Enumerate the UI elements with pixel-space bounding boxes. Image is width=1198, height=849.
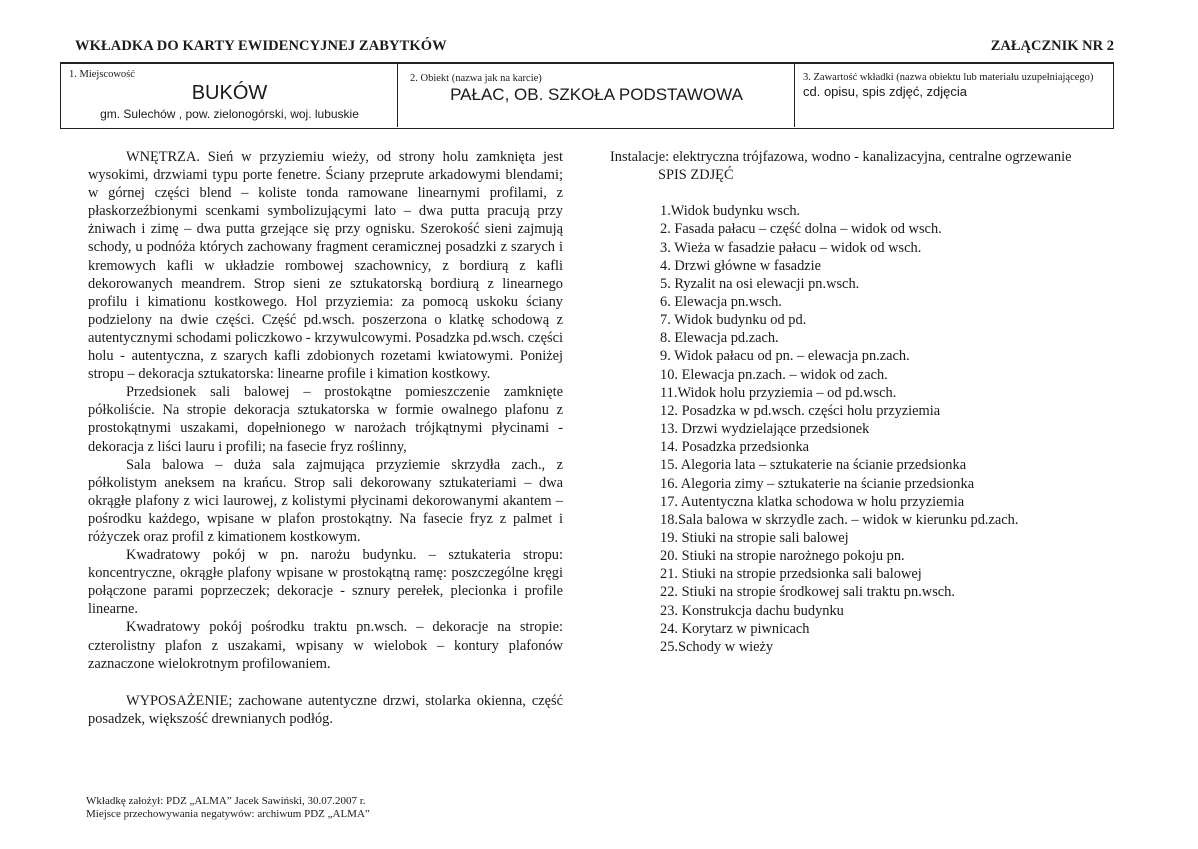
photo-list-item: 18.Sala balowa w skrzydle zach. – widok w kierunku pd.zach. [660, 511, 1019, 528]
miejscowosc-value: BUKÓW [191, 82, 268, 104]
annex-number: ZAŁĄCZNIK NR 2 [990, 38, 1114, 54]
photo-list-column [610, 148, 1110, 656]
photo-list-item: 11.Widok holu przyziemia – od pd.wsch. [660, 384, 897, 401]
installations-text: Instalacje: elektryczna trójfazowa, wodno - kanalizacyjna, centralne ogrzewanie [610, 149, 1072, 165]
photo-list [660, 202, 1110, 656]
photo-list-item: 25.Schody w wieży [660, 638, 774, 655]
photo-list-item: 22. Stiuki na stropie środkowej sali traktu pn.wsch. [660, 584, 955, 601]
field-miejscowosc [61, 63, 398, 127]
photo-list-item: 8. Elewacja pd.zach. [660, 330, 779, 347]
field-obiekt [398, 63, 795, 127]
photo-list-item: 15. Alegoria lata – sztukaterie na ścianie przedsionka [660, 457, 967, 474]
photo-list-item: 20. Stiuki na stropie narożnego pokoju pn. [660, 548, 905, 565]
photo-list-item: 21. Stiuki na stropie przedsionka sali balowej [660, 566, 922, 583]
photo-list-item: 13. Drzwi wydzielające przedsionek [660, 421, 870, 438]
miejscowosc-sub: gm. Sulechów , pow. zielonogórski, woj. lubuskie [100, 107, 359, 121]
fields-table [60, 63, 1114, 129]
photo-list-item: 10. Elewacja pn.zach. – widok od zach. [660, 366, 888, 383]
photo-list-item: 4. Drzwi główne w fasadzie [660, 257, 822, 274]
miejscowosc-label: 1. Miejscowość [69, 69, 135, 80]
photo-list-item: 23. Konstrukcja dachu budynku [660, 602, 844, 619]
photo-list-item: 17. Autentyczna klatka schodowa w holu przyziemia [660, 493, 965, 510]
obiekt-value: PAŁAC, OB. SZKOŁA PODSTAWOWA [450, 85, 743, 104]
photo-list-item: 7. Widok budynku od pd. [660, 312, 807, 329]
photo-list-item: 1.Widok budynku wsch. [660, 203, 801, 220]
photo-list-item: 19. Stiuki na stropie sali balowej [660, 530, 849, 546]
paragraph-wyposazenie: WYPOSAŻENIE; zachowane autentyczne drzwi, stolarka okienna, część posadzek, większość drewnianych podłóg. [88, 692, 563, 727]
photo-list-item: 5. Ryzalit na osi elewacji pn.wsch. [660, 275, 860, 292]
paragraph-pokoj-srodkowy: Kwadratowy pokój pośrodku traktu pn.wsch. – dekoracje na stropie: czterolistny plafon z uszakami, wpisany w wielobok – kontury plafonów zaznaczone wielokrotnym profilowaniem. [88, 619, 563, 672]
footer-note [86, 795, 370, 821]
footer-author: Wkładkę założył: PDZ „ALMA” Jacek Sawiński, 30.07.2007 r. [86, 795, 366, 807]
footer-archive: Miejsce przechowywania negatywów: archiwum PDZ „ALMA” [86, 808, 370, 820]
obiekt-label: 2. Obiekt (nazwa jak na karcie) [410, 73, 542, 84]
document-title: WKŁADKA DO KARTY EWIDENCYJNEJ ZABYTKÓW [75, 38, 447, 54]
photo-list-item: 6. Elewacja pn.wsch. [660, 293, 782, 310]
photo-list-item: 3. Wieża w fasadzie pałacu – widok od wsch. [660, 239, 922, 256]
zawartosc-value: cd. opisu, spis zdjęć, zdjęcia [803, 84, 968, 99]
photo-list-item: 16. Alegoria zimy – sztukaterie na ścianie przedsionka [660, 475, 975, 492]
paragraph-przedsionek: Przedsionek sali balowej – prostokątne pomieszczenie zamknięte półkoliście. Na stropie dekoracja sztukatorska w formie owalnego plafonu z prostokątnymi uszakami, dopełnionego w narożach trójkątnymi płycinami - dekoracja z liści lauru i profili; na fasecie fryz roślinny, [88, 384, 563, 455]
description-column [88, 148, 563, 728]
field-zawartosc [795, 63, 1113, 127]
photo-list-item: 12. Posadzka w pd.wsch. części holu przyziemia [660, 402, 941, 419]
photo-list-title: SPIS ZDJĘĆ [658, 167, 734, 184]
photo-list-item: 2. Fasada pałacu – część dolna – widok od wsch. [660, 221, 942, 238]
photo-list-item: 24. Korytarz w piwnicach [660, 620, 810, 637]
photo-list-item: 14. Posadzka przedsionka [660, 439, 810, 456]
paragraph-pokoj-narozny: Kwadratowy pokój w pn. narożu budynku. – sztukateria stropu: koncentryczne, okrągłe plafony wpisane w prostokątną ramę: poszczególne kręgi połączone parami poprzeczek; dekoracje - sznury perełek, plecionka i profile linearne. [88, 547, 563, 618]
photo-list-item: 9. Widok pałacu od pn. – elewacja pn.zach. [660, 348, 910, 365]
paragraph-sala-balowa: Sala balowa – duża sala zajmująca przyziemie skrzydła zach., z półkolistym aneksem na krańcu. Strop sali dekorowany sztukateriami – dwa okrągłe plafony z wici laurowej, z kolistymi płycinami dekorowanymi akantem – pośrodku każdego, wpisane w plafon prostokątny. Na fasecie fryz z palmet i różyczek oraz profil z kimationem kostkowym. [88, 456, 563, 545]
paragraph-wnetrza: WNĘTRZA. Sień w przyziemiu wieży, od strony holu zamknięta jest wysokimi, drzwiami typu porte fenetre. Ściany przeprute arkadowymi blendami; w górnej części blend – koliste tonda ramowane linearnymi profilami, z płaskorzeźbionymi scenkami symbolizującymi lato – dwa putta pracują przy żniwach i zimę – dwa putta grzejące się przy ognisku. Szerokość sieni zajmują schody, u podnóża których zachowany fragment ceramicznej posadzki z szarych i kremowych kafli w układzie rombowej szachownicy, z bordiurą z kafli dekorowanych meandrem. Strop sieni ze sztukatorską bordiurą z linearnego profilu i kimationu kostkowego. Hol przyziemia: za pomocą uskoku ściany podzielony na dwie części. Część pd.wsch. poszerzona o klatkę schodową z autentycznymi schodami policzkowo - krzywulcowymi. Posadzka pd.wsch. części holu - autentyczna, z szarych kafli zdobionych rozetami kwiatowymi. Poniżej stropu – dekoracja sztukatorska: linearne profile i kimation kostkowy. [88, 149, 563, 383]
zawartosc-label: 3. Zawartość wkładki (nazwa obiektu lub materiału uzupełniającego) [803, 72, 1094, 83]
